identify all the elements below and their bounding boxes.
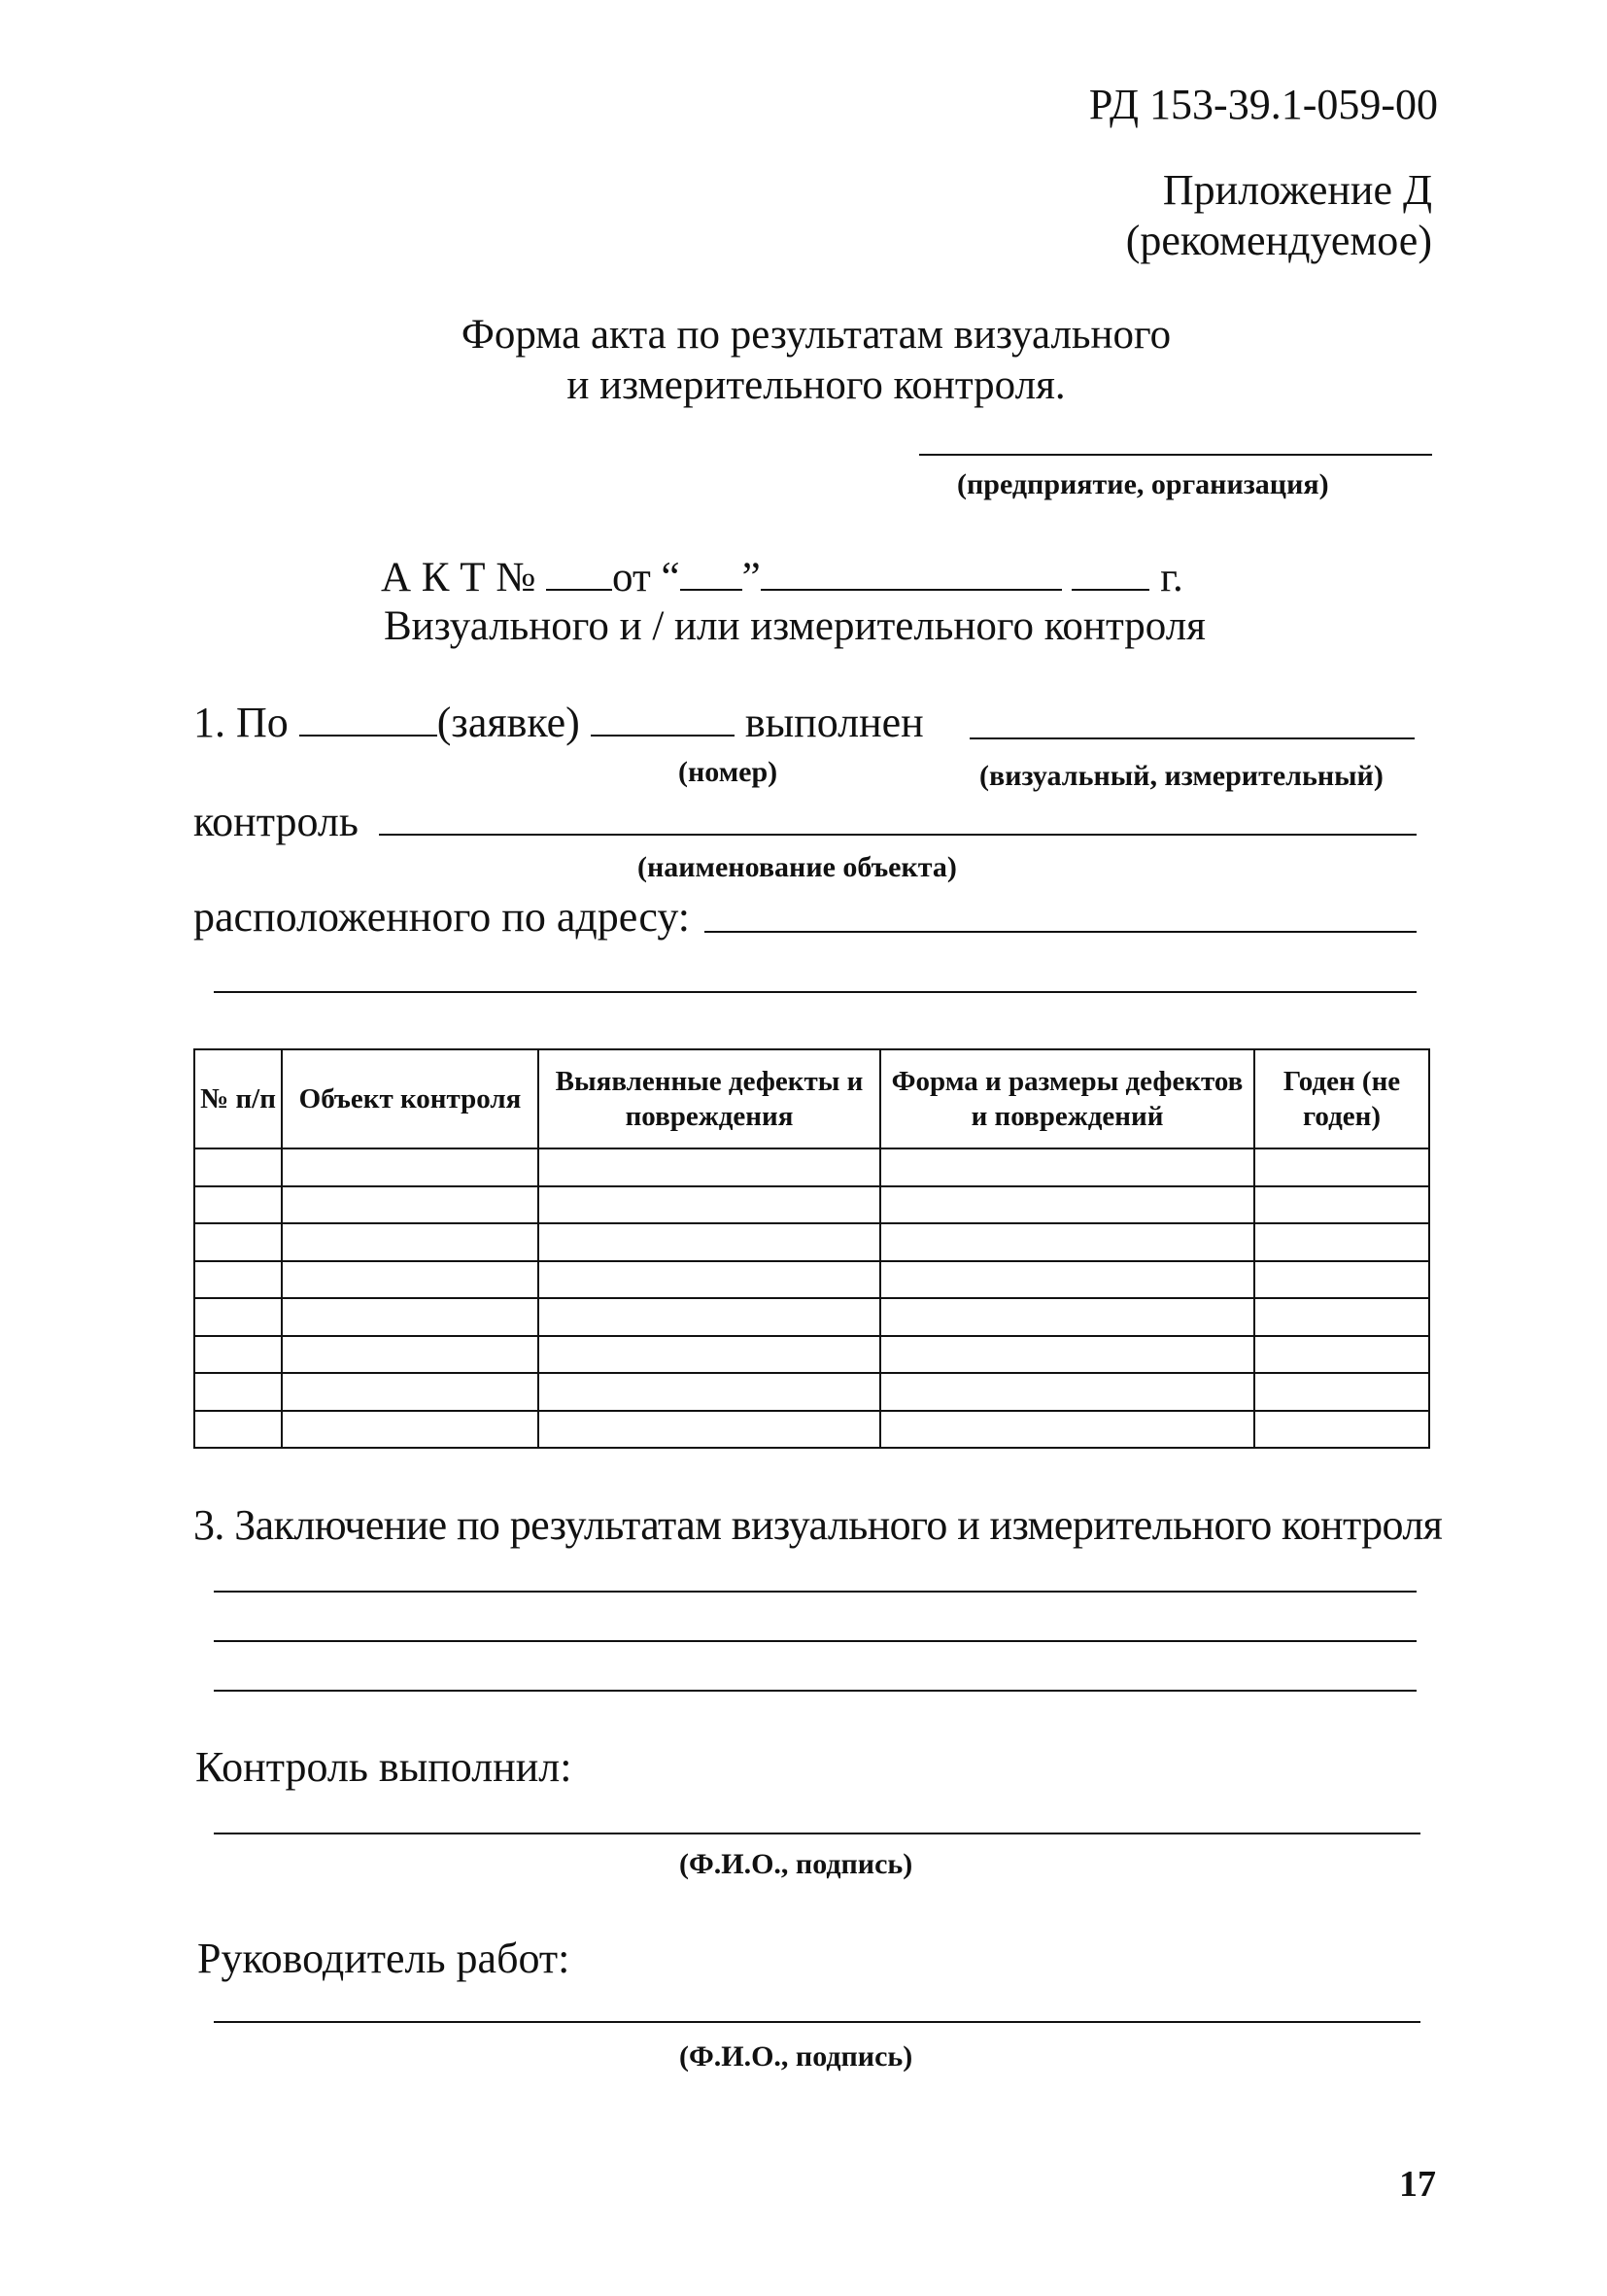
table-cell[interactable]: [282, 1298, 538, 1336]
organization-line[interactable]: [919, 454, 1432, 456]
table-row: [194, 1223, 1429, 1261]
table-cell[interactable]: [282, 1336, 538, 1374]
table-cell[interactable]: [1254, 1148, 1429, 1186]
table-cell[interactable]: [880, 1223, 1254, 1261]
table-cell[interactable]: [282, 1261, 538, 1299]
table-cell[interactable]: [538, 1411, 880, 1449]
control-type-hint: (визуальный, измерительный): [979, 760, 1384, 792]
act-year-suffix: г.: [1160, 555, 1183, 600]
table-header-row: [194, 1049, 1429, 1148]
act-day-field[interactable]: [680, 556, 742, 591]
request-number-hint: (номер): [678, 756, 778, 788]
table-cell[interactable]: [282, 1411, 538, 1449]
table-row: [194, 1186, 1429, 1224]
document-code: РД 153-39.1-059-00: [1088, 81, 1438, 128]
table-cell[interactable]: [538, 1223, 880, 1261]
column-header-defects: Выявленные дефекты и повреждения: [538, 1049, 880, 1148]
manager-hint: (Ф.И.О., подпись): [679, 2040, 913, 2073]
table-cell[interactable]: [538, 1261, 880, 1299]
conclusion-title: 3. Заключение по результатам визуального и измерительного контроля: [193, 1501, 1443, 1549]
table-cell[interactable]: [1254, 1186, 1429, 1224]
act-month-field[interactable]: [761, 556, 1062, 591]
table-cell[interactable]: [880, 1298, 1254, 1336]
conclusion-line-1[interactable]: [214, 1591, 1417, 1593]
section1-po: По: [236, 699, 289, 746]
form-title-line1: Форма акта по результатам визуального: [461, 312, 1172, 358]
table-cell[interactable]: [194, 1148, 282, 1186]
act-number-field[interactable]: [546, 556, 612, 591]
section1-request-label: (заявке): [436, 699, 580, 746]
act-number-line: [381, 554, 1183, 601]
organization-hint: (предприятие, организация): [957, 468, 1329, 500]
table-row: [194, 1298, 1429, 1336]
performed-by-line[interactable]: [214, 1833, 1420, 1834]
conclusion-line-2[interactable]: [214, 1640, 1417, 1642]
table-row: [194, 1261, 1429, 1299]
table-row: [194, 1373, 1429, 1411]
page-number: 17: [1399, 2164, 1436, 2205]
section1-performed: выполнен: [744, 699, 924, 746]
table-cell[interactable]: [1254, 1411, 1429, 1449]
table-cell[interactable]: [538, 1298, 880, 1336]
performed-by-label: Контроль выполнил:: [195, 1743, 572, 1791]
control-type-line[interactable]: [970, 737, 1415, 739]
column-header-number: № п/п: [194, 1049, 282, 1148]
table-cell[interactable]: [282, 1186, 538, 1224]
table-cell[interactable]: [1254, 1298, 1429, 1336]
address-line[interactable]: [704, 931, 1417, 933]
section1-number: 1.: [193, 699, 225, 746]
section1-line: [193, 698, 924, 747]
act-from-label: от “: [612, 555, 680, 600]
table-cell[interactable]: [1254, 1223, 1429, 1261]
request-number-field[interactable]: [591, 702, 735, 737]
object-name-line[interactable]: [379, 834, 1417, 836]
table-cell[interactable]: [880, 1336, 1254, 1374]
defects-table: [193, 1048, 1430, 1449]
address-line-2[interactable]: [214, 991, 1417, 993]
table-cell[interactable]: [194, 1336, 282, 1374]
table-cell[interactable]: [194, 1298, 282, 1336]
table-row: [194, 1411, 1429, 1449]
table-cell[interactable]: [194, 1373, 282, 1411]
table-cell[interactable]: [282, 1223, 538, 1261]
table-cell[interactable]: [194, 1223, 282, 1261]
table-row: [194, 1336, 1429, 1374]
act-subtitle: Визуального и / или измерительного контроля: [384, 603, 1206, 649]
act-prefix: А К Т №: [381, 555, 536, 600]
appendix-type: (рекомендуемое): [1125, 217, 1432, 264]
table-cell[interactable]: [538, 1148, 880, 1186]
manager-label: Руководитель работ:: [197, 1935, 570, 1982]
performed-by-hint: (Ф.И.О., подпись): [679, 1848, 913, 1880]
table-cell[interactable]: [538, 1186, 880, 1224]
table-cell[interactable]: [880, 1411, 1254, 1449]
column-header-fit: Годен (не годен): [1254, 1049, 1429, 1148]
address-label: расположенного по адресу:: [193, 893, 690, 941]
act-quote-close: ”: [741, 555, 761, 600]
table-cell[interactable]: [1254, 1336, 1429, 1374]
table-cell[interactable]: [1254, 1373, 1429, 1411]
column-header-object: Объект контроля: [282, 1049, 538, 1148]
section1-control-label: контроль: [193, 798, 359, 845]
table-cell[interactable]: [282, 1373, 538, 1411]
act-year-field[interactable]: [1072, 556, 1149, 591]
table-cell[interactable]: [194, 1186, 282, 1224]
object-name-hint: (наименование объекта): [637, 851, 957, 883]
appendix-label: Приложение Д: [1162, 166, 1432, 214]
table-cell[interactable]: [538, 1336, 880, 1374]
table-cell[interactable]: [880, 1186, 1254, 1224]
column-header-defect-size: Форма и размеры дефектов и повреждений: [880, 1049, 1254, 1148]
table-cell[interactable]: [282, 1148, 538, 1186]
table-cell[interactable]: [538, 1373, 880, 1411]
table-cell[interactable]: [1254, 1261, 1429, 1299]
manager-line[interactable]: [214, 2021, 1420, 2023]
conclusion-line-3[interactable]: [214, 1690, 1417, 1692]
table-cell[interactable]: [194, 1261, 282, 1299]
form-title-line2: и измерительного контроля.: [566, 362, 1066, 408]
table-cell[interactable]: [880, 1261, 1254, 1299]
table-cell[interactable]: [880, 1373, 1254, 1411]
table-cell[interactable]: [880, 1148, 1254, 1186]
request-basis-field[interactable]: [299, 702, 437, 737]
table-row: [194, 1148, 1429, 1186]
table-cell[interactable]: [194, 1411, 282, 1449]
